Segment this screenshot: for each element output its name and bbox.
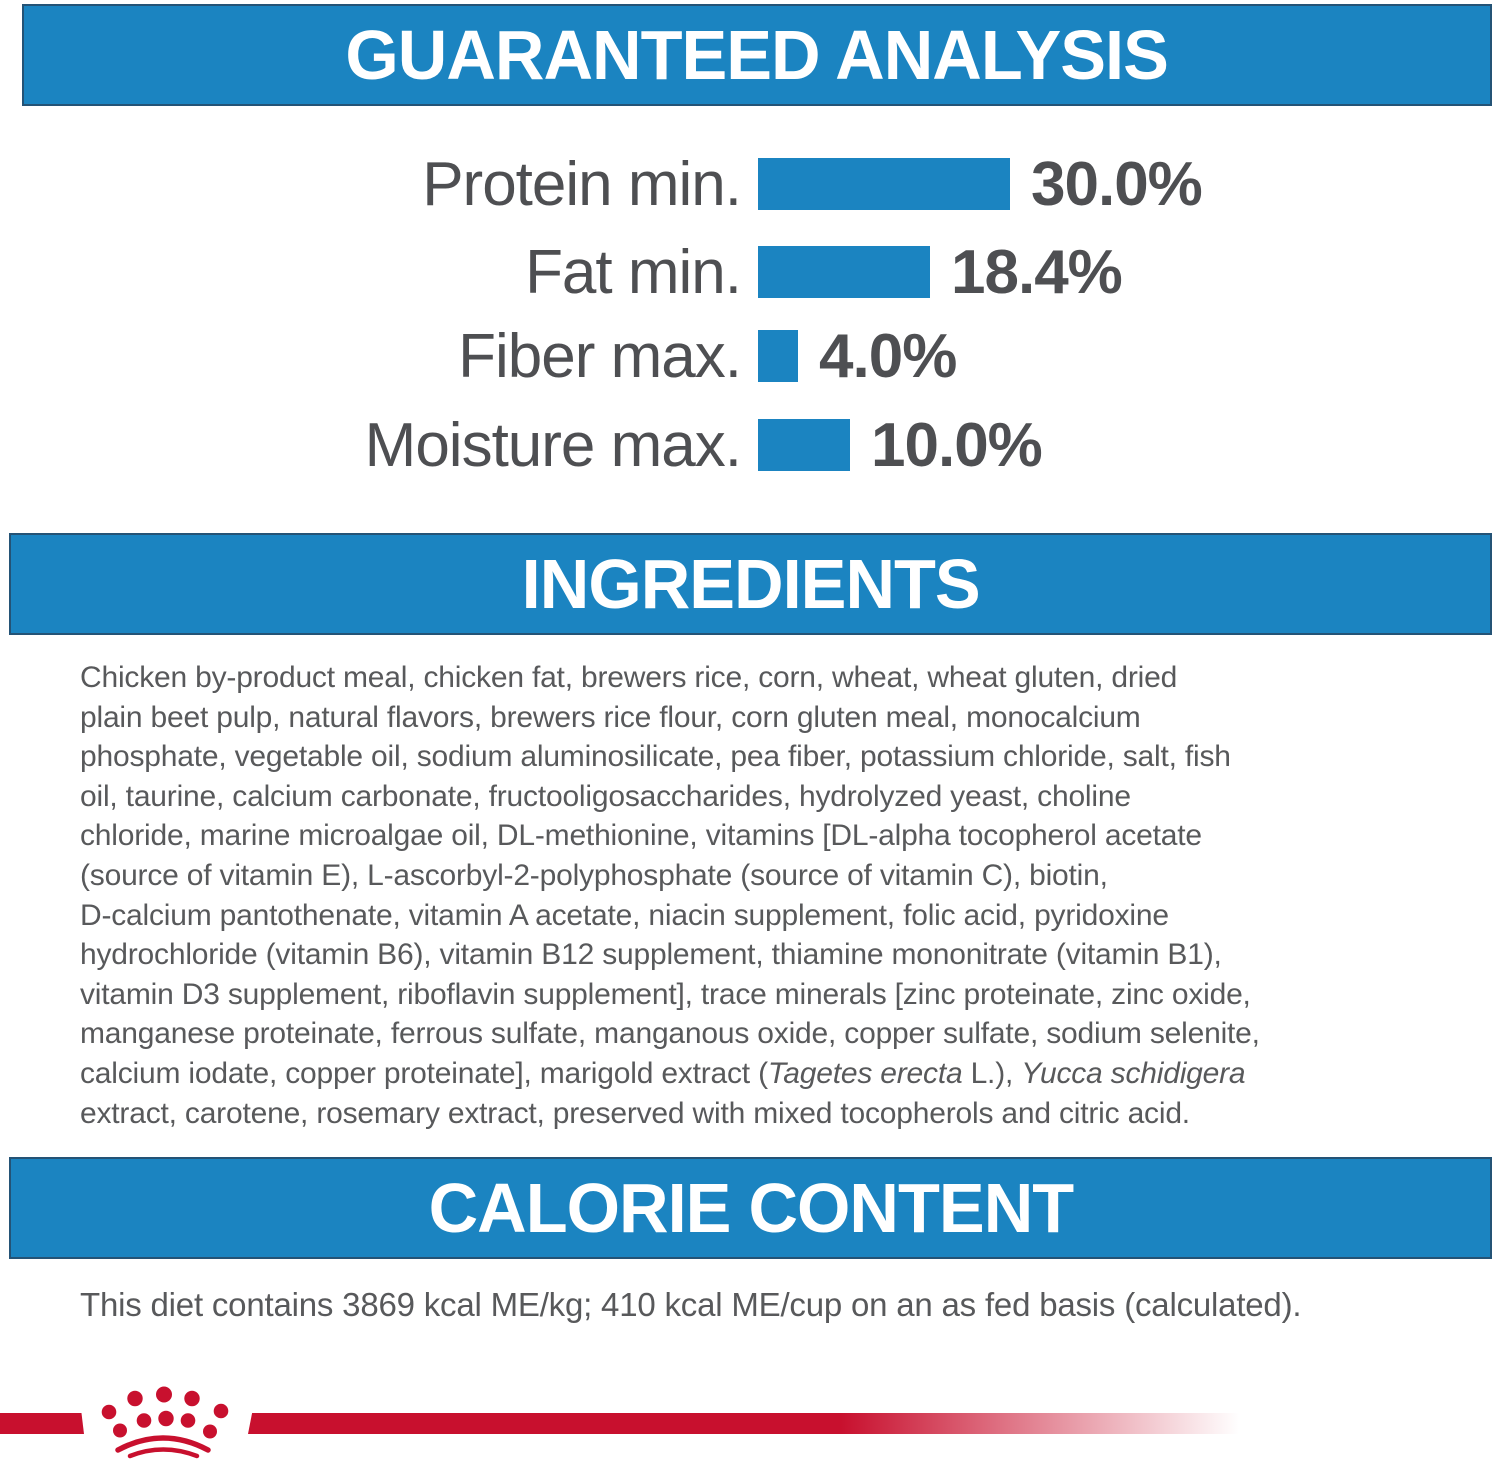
analysis-label: Protein min.: [422, 149, 741, 219]
ingredients-text: [80, 658, 1460, 1133]
analysis-value: 4.0%: [819, 321, 957, 391]
analysis-row-protein: [0, 139, 1500, 229]
analysis-row-fat: [0, 227, 1500, 317]
analysis-label: Fiber max.: [458, 321, 741, 391]
ingredients-line: extract, carotene, rosemary extract, preserved with mixed tocopherols and citric acid.: [80, 1096, 1190, 1130]
analysis-value: 30.0%: [1031, 149, 1202, 219]
ingredients-line: (source of vitamin E), L-ascorbyl-2-polyphosphate (source of vitamin C), biotin,: [80, 858, 1108, 892]
analysis-bar: [758, 158, 1010, 210]
guaranteed-analysis-banner: [22, 4, 1492, 106]
ingredients-title: INGREDIENTS: [521, 545, 980, 623]
ingredients-line: chloride, marine microalgae oil, DL-methionine, vitamins [DL-alpha tocopherol acetate: [80, 819, 1202, 853]
analysis-bar: [758, 246, 930, 298]
royal-canin-crown-logo: [95, 1385, 235, 1461]
ingredients-line: vitamin D3 supplement, riboflavin supplement], trace minerals [zinc proteinate, zinc oxide,: [80, 977, 1251, 1011]
ingredients-line: plain beet pulp, natural flavors, brewers rice flour, corn gluten meal, monocalcium: [80, 700, 1141, 734]
brand-band-left: [0, 1413, 84, 1434]
ingredients-banner: [9, 533, 1492, 635]
calorie-content-banner: [9, 1157, 1492, 1259]
ingredients-line: calcium iodate, copper proteinate], marigold extract (Tagetes erecta L.), Yucca schidigera: [80, 1056, 1246, 1090]
analysis-bar: [758, 419, 850, 471]
guaranteed-analysis-title: GUARANTEED ANALYSIS: [345, 16, 1169, 94]
brand-band-right: [248, 1413, 1270, 1434]
analysis-bar: [758, 330, 798, 382]
ingredients-line: hydrochloride (vitamin B6), vitamin B12 supplement, thiamine mononitrate (vitamin B1),: [80, 938, 1222, 972]
analysis-label: Moisture max.: [364, 410, 741, 480]
calorie-content-title: CALORIE CONTENT: [428, 1169, 1073, 1247]
analysis-label: Fat min.: [525, 237, 741, 307]
analysis-value: 10.0%: [871, 410, 1042, 480]
ingredients-line: D-calcium pantothenate, vitamin A acetate, niacin supplement, folic acid, pyridoxine: [80, 898, 1169, 932]
ingredients-line: Chicken by-product meal, chicken fat, brewers rice, corn, wheat, wheat gluten, dried: [80, 661, 1178, 694]
analysis-row-moisture: [0, 400, 1500, 490]
ingredients-line: manganese proteinate, ferrous sulfate, manganous oxide, copper sulfate, sodium selenite,: [80, 1017, 1260, 1051]
analysis-value: 18.4%: [951, 237, 1122, 307]
analysis-row-fiber: [0, 311, 1500, 401]
ingredients-line: oil, taurine, calcium carbonate, fructooligosaccharides, hydrolyzed yeast, choline: [80, 779, 1131, 813]
ingredients-line: phosphate, vegetable oil, sodium aluminosilicate, pea fiber, potassium chloride, salt, fish: [80, 740, 1231, 774]
calorie-content-text: This diet contains 3869 kcal ME/kg; 410 kcal ME/cup on an as fed basis (calculated).: [80, 1286, 1302, 1323]
